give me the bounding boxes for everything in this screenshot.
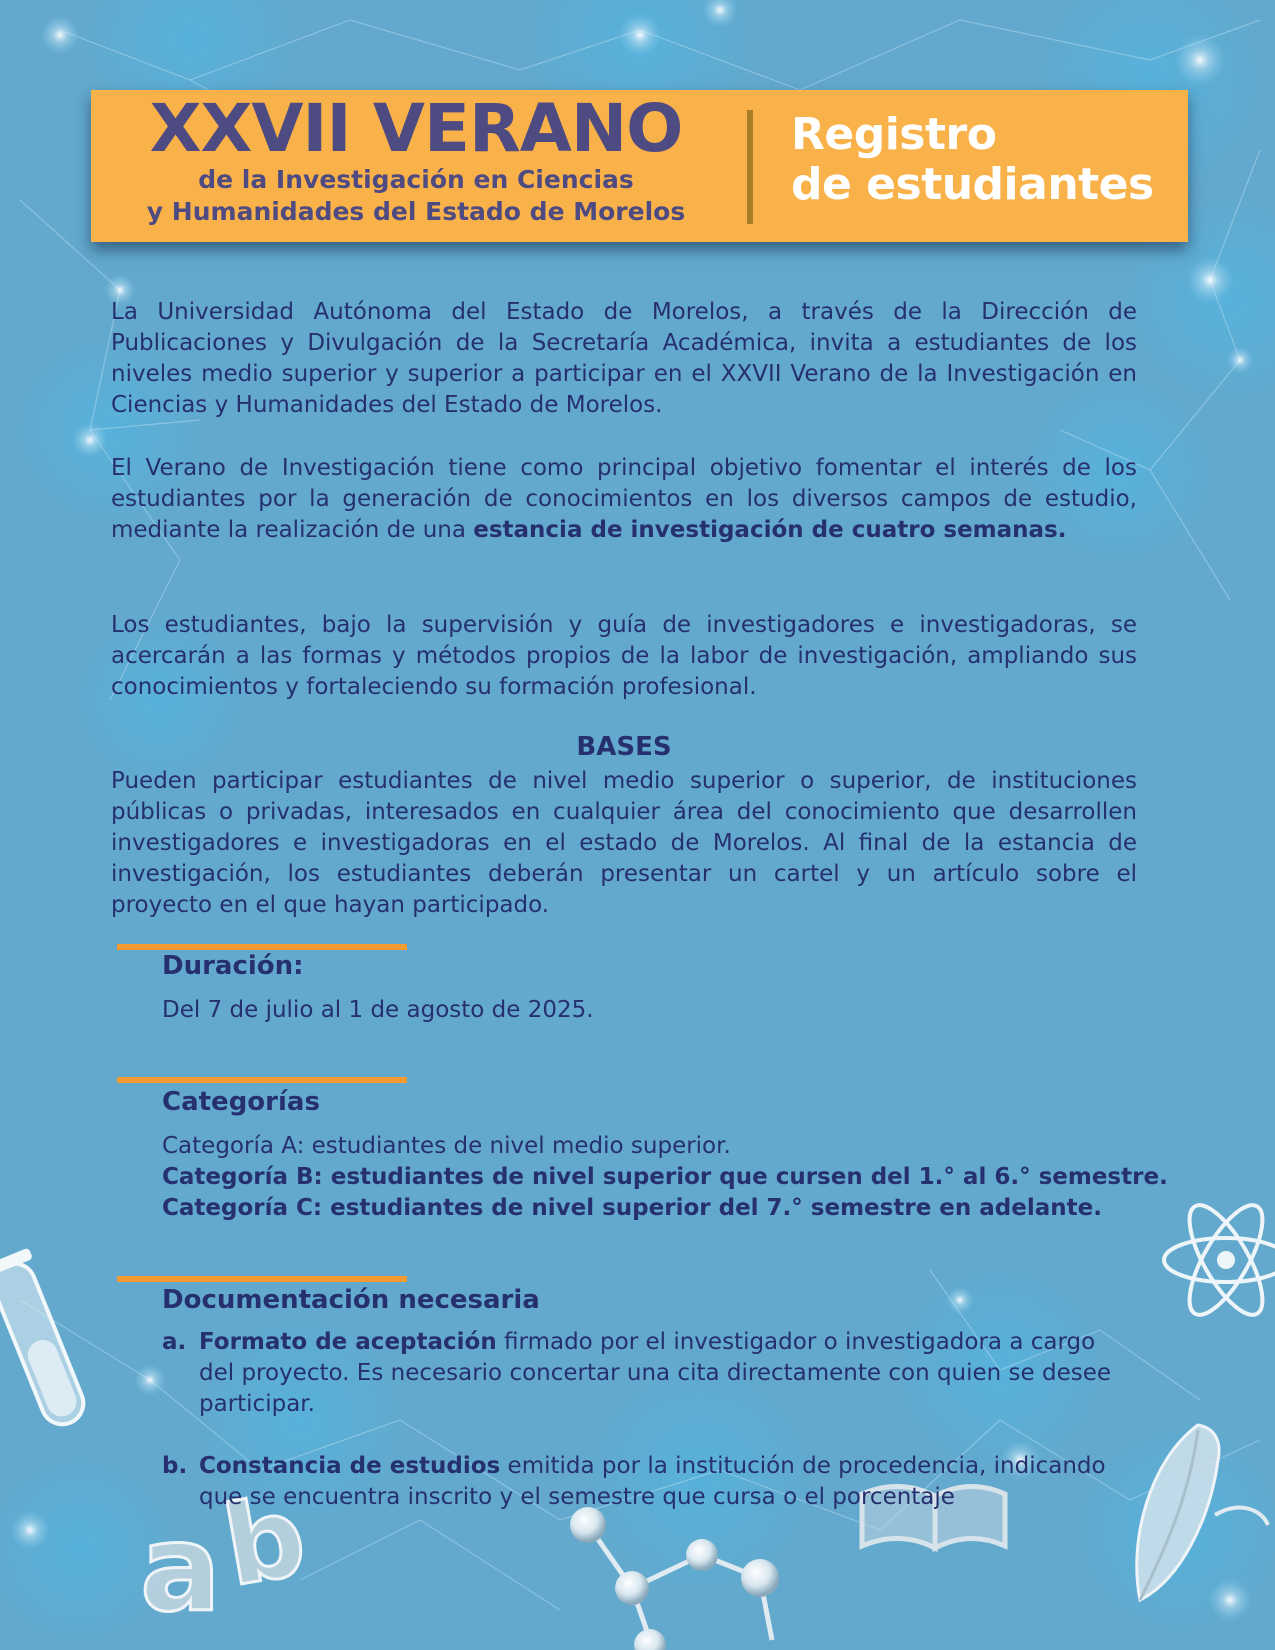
duracion-accent-rule <box>117 944 407 950</box>
registration-line-2: de estudiantes <box>791 159 1154 210</box>
documentacion-accent-rule <box>117 1276 407 1282</box>
intro-paragraph-2 <box>111 453 1137 546</box>
subtitle-line-1: de la Investigación en Ciencias <box>198 165 634 194</box>
duracion-text: Del 7 de julio al 1 de agosto de 2025. <box>162 997 594 1023</box>
list-item <box>162 1327 1122 1420</box>
event-subtitle <box>91 164 741 228</box>
categorias-list <box>162 1131 1168 1224</box>
intro-paragraph-2-highlight: estancia de investigación de cuatro semanas. <box>473 517 1067 543</box>
header-left-block <box>91 90 741 242</box>
documentacion-heading: Documentación necesaria <box>162 1285 540 1315</box>
test-tube-icon <box>0 1248 95 1433</box>
categoria-b: Categoría B: estudiantes de nivel superior que cursen del 1.° al 6.° semestre. <box>162 1164 1168 1190</box>
doc-item-text: firmado por el investigador o investigadora a cargo del proyecto. Es necesario concertar una cita directamente con quien se desee participar. <box>199 1329 1112 1417</box>
categoria-a: Categoría A: estudiantes de nivel medio superior. <box>162 1133 731 1159</box>
header-divider <box>747 110 753 224</box>
intro-paragraph-1: La Universidad Autónoma del Estado de Morelos, a través de la Dirección de Publicaciones y Divulgación de la Secretaría Académica, invita a estudiantes de los niveles medio superior y superior a participar en el XXVII Verano de la Investigación en Ciencias y Humanidades del Estado de Morelos. <box>111 299 1137 418</box>
categoria-c: Categoría C: estudiantes de nivel superior del 7.° semestre en adelante. <box>162 1195 1102 1221</box>
list-marker: a. <box>162 1329 187 1355</box>
intro-paragraph-3: Los estudiantes, bajo la supervisión y guía de investigadores e investigadoras, se acercarán a las formas y métodos propios de la labor de investigación, ampliando sus conocimientos y fortaleciendo su formación profesional. <box>111 612 1137 700</box>
header-registration-label <box>791 110 1154 210</box>
bases-heading: BASES <box>576 732 672 762</box>
registration-line-1: Registro <box>791 109 997 160</box>
event-title: XXVII VERANO <box>149 90 683 167</box>
svg-text:a: a <box>140 1500 221 1639</box>
intro-paragraph-2-text: El Verano de Investigación tiene como principal objetivo fomentar el interés de los estudiantes por la generación de conocimientos en los diversos campos de estudio, mediante la realización de una <box>111 455 1137 543</box>
bases-paragraph: Pueden participar estudiantes de nivel medio superior o superior, de instituciones públicas o privadas, interesados en cualquier área del conocimiento que desarrollen investigadores e investigadoras en el estado de Morelos. Al final de la estancia de investigación, los estudiantes deberán presentar un cartel y un artículo sobre el proyecto en el que hayan participado. <box>111 768 1137 918</box>
doc-item-title: Formato de aceptación <box>199 1329 497 1355</box>
categorias-accent-rule <box>117 1077 407 1083</box>
list-marker: b. <box>162 1453 188 1479</box>
doc-item-title: Constancia de estudios <box>199 1453 501 1479</box>
header-banner <box>91 90 1188 242</box>
duracion-heading: Duración: <box>162 951 304 981</box>
documentacion-list <box>162 1327 1122 1544</box>
list-item <box>162 1451 1122 1513</box>
categorias-heading: Categorías <box>162 1087 320 1117</box>
subtitle-line-2: y Humanidades del Estado de Morelos <box>146 197 686 226</box>
svg-text:b: b <box>214 1471 315 1612</box>
atom-icon <box>1164 1195 1275 1324</box>
doc-item-text: emitida por la institución de procedencia, indicando que se encuentra inscrito y el semestre que cursa o el porcentaje <box>199 1453 1106 1510</box>
